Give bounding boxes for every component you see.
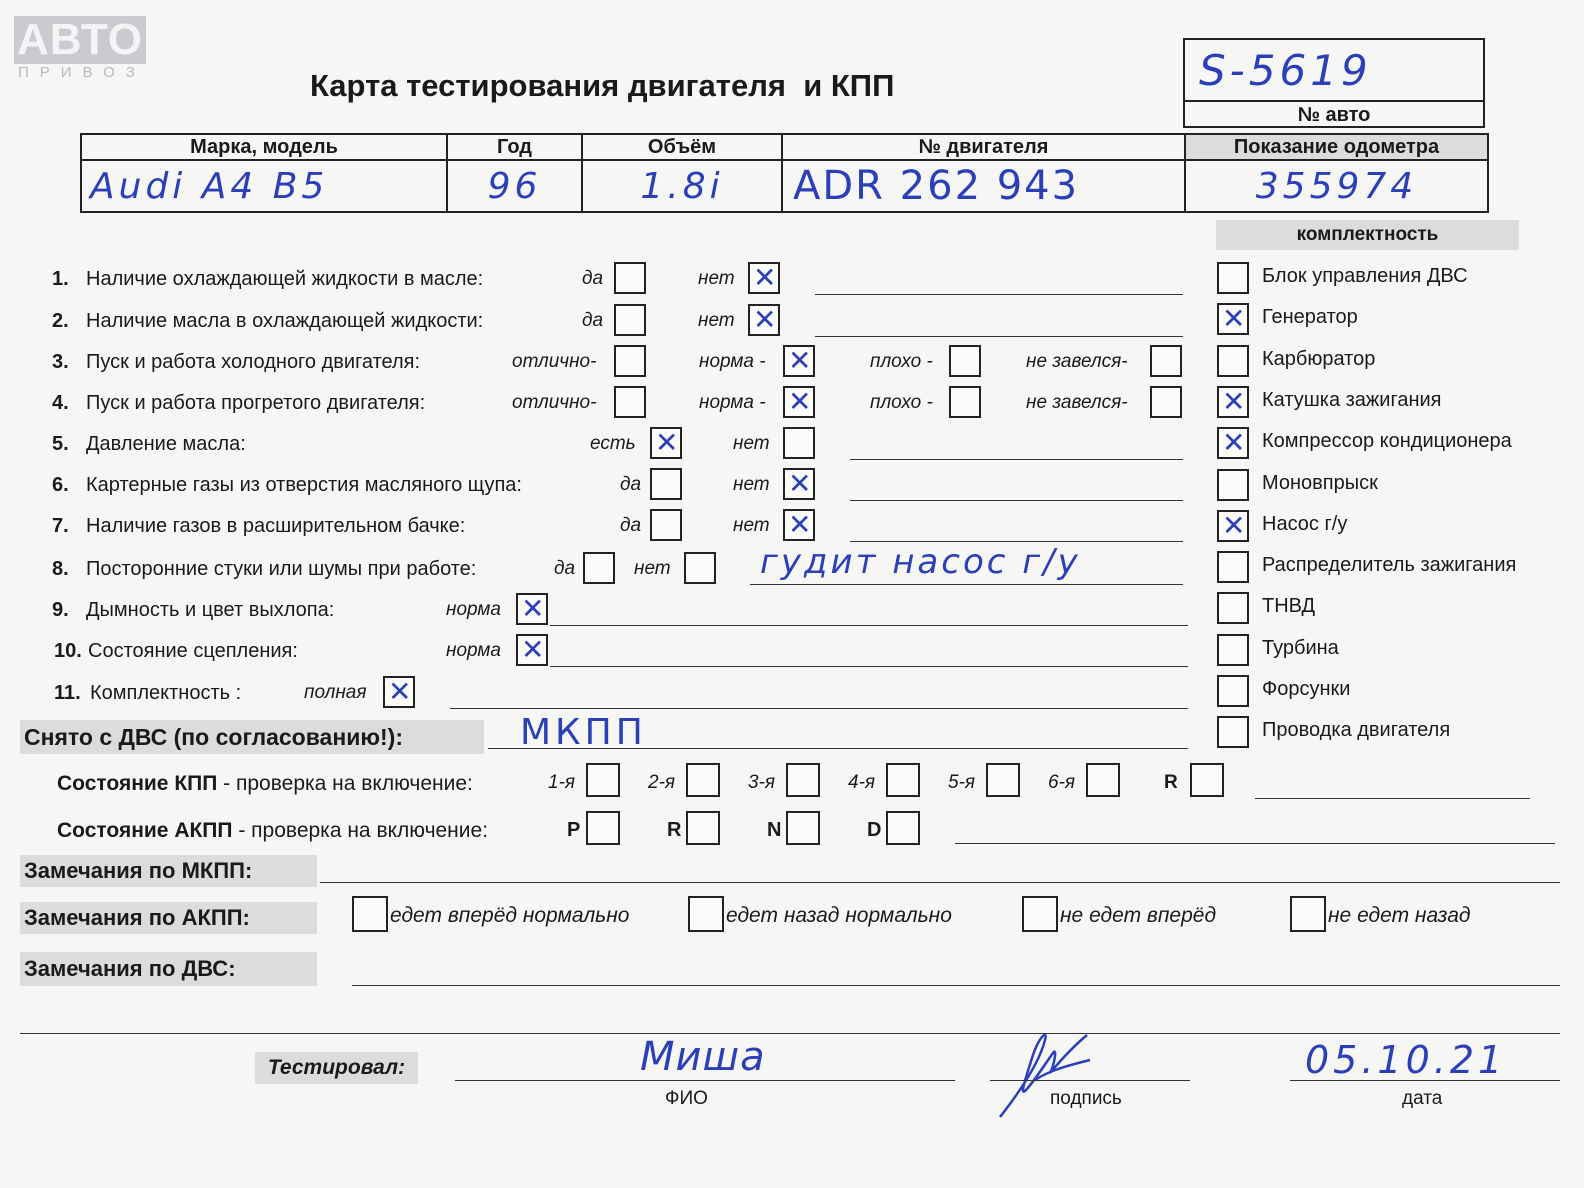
kit-checkbox[interactable] [1217, 427, 1249, 459]
item-option-checkbox[interactable] [783, 468, 815, 500]
akpp-gear-checkbox[interactable] [786, 811, 820, 845]
item-option-checkbox[interactable] [748, 262, 780, 294]
item-remark-line [850, 500, 1183, 501]
item-option-label: плохо - [870, 392, 933, 413]
item-option-label: не завелся- [1026, 351, 1128, 372]
fio-line [455, 1080, 955, 1081]
engine-no-value: ADR 262 943 [782, 160, 1185, 212]
akpp-gear-label: N [767, 819, 782, 841]
item-number: 10. [54, 640, 82, 662]
item-option-label: нет [733, 515, 770, 536]
odometer-value: 355974 [1185, 160, 1488, 212]
item-number: 9. [52, 599, 69, 621]
kit-item-label: Карбюратор [1262, 347, 1376, 370]
kit-checkbox[interactable] [1217, 634, 1249, 666]
akpp-gear-checkbox[interactable] [886, 811, 920, 845]
vehicle-info-table [80, 133, 1489, 213]
item-text: Комплектность : [90, 682, 242, 704]
item-option-checkbox[interactable] [949, 386, 981, 418]
akpp-remark-label: не едет вперёд [1060, 904, 1217, 927]
logo-subtitle: ПРИВОЗ [18, 64, 146, 81]
kpp-gear-checkbox[interactable] [886, 763, 920, 797]
kpp-line [1255, 798, 1530, 799]
remarks-mkpp-label: Замечания по МКПП: [20, 855, 317, 887]
item-option-label: норма - [699, 392, 766, 413]
item-option-label: да [582, 310, 604, 331]
akpp-line [955, 843, 1555, 844]
kit-item-label: Компрессор кондиционера [1262, 430, 1512, 453]
remarks-extra-line [20, 1033, 1560, 1034]
make-model-value: Audi A4 B5 [81, 160, 447, 212]
signature-image [995, 1025, 1095, 1125]
item-option-label: норма - [699, 351, 766, 372]
kit-item-label: Распределитель зажигания [1262, 554, 1517, 577]
kit-item-label: Генератор [1262, 306, 1358, 329]
kit-checkbox[interactable] [1217, 551, 1249, 583]
item-option-checkbox[interactable] [516, 634, 548, 666]
akpp-gear-label: D [867, 819, 882, 841]
item-remark-line [550, 666, 1188, 667]
item-text: Давление масла: [86, 433, 246, 455]
item-number: 4. [52, 392, 69, 414]
item-text: Наличие масла в охлаждающей жидкости: [86, 310, 484, 332]
kpp-gear-checkbox[interactable] [1190, 763, 1224, 797]
item-option-checkbox[interactable] [748, 304, 780, 336]
item-text: Состояние сцепления: [88, 640, 298, 662]
kpp-gear-checkbox[interactable] [786, 763, 820, 797]
item-text: Картерные газы из отверстия масляного щупа: [86, 474, 522, 496]
item-remark-line [550, 625, 1188, 626]
item-option-checkbox[interactable] [614, 262, 646, 294]
item-number: 11. [54, 682, 81, 704]
kit-item-label: Катушка зажигания [1262, 388, 1442, 411]
kpp-gear-checkbox[interactable] [586, 763, 620, 797]
item-option-checkbox[interactable] [783, 509, 815, 541]
item-option-checkbox[interactable] [783, 386, 815, 418]
item-option-label: отлично- [512, 392, 597, 413]
kit-checkbox[interactable] [1217, 345, 1249, 377]
item-option-label: да [620, 474, 642, 495]
item-text: Пуск и работа прогретого двигателя: [86, 392, 426, 414]
item-option-label: отлично- [512, 351, 597, 372]
item-option-checkbox[interactable] [650, 509, 682, 541]
col-engine-no: № двигателя [782, 134, 1185, 160]
kit-checkbox[interactable] [1217, 262, 1249, 294]
item-option-label: плохо - [870, 351, 933, 372]
item-option-label: нет [634, 558, 671, 579]
item-option-label: да [582, 268, 604, 289]
item-option-label: нет [698, 268, 735, 289]
item-text: Пуск и работа холодного двигателя: [86, 351, 421, 373]
kpp-gear-label: 3-я [748, 772, 776, 793]
remarks-akpp-label: Замечания по АКПП: [20, 902, 317, 934]
kit-item-label: Блок управления ДВС [1262, 265, 1468, 287]
date-line [1290, 1080, 1560, 1081]
kit-checkbox[interactable] [1217, 510, 1249, 542]
akpp-gear-checkbox[interactable] [686, 811, 720, 845]
item-option-checkbox[interactable] [614, 345, 646, 377]
remarks-mkpp-line [320, 882, 1560, 883]
item-option-label: нет [733, 474, 770, 495]
year-value: 96 [447, 160, 582, 212]
akpp-remark-label: не едет назад [1328, 904, 1471, 927]
kpp-gear-label: 2-я [648, 772, 676, 793]
akpp-remark-checkbox[interactable] [688, 896, 724, 932]
item-option-checkbox[interactable] [783, 427, 815, 459]
item-option-checkbox[interactable] [1150, 345, 1182, 377]
item-number: 5. [52, 433, 69, 455]
item-number: 6. [52, 474, 69, 496]
item-option-checkbox[interactable] [783, 345, 815, 377]
removed-label: Снято с ДВС (по согласованию!): [20, 720, 484, 754]
kit-item-label: Моновпрыск [1262, 471, 1378, 494]
date-label: дата [1402, 1088, 1443, 1109]
kpp-gear-checkbox[interactable] [1086, 763, 1120, 797]
item-remark-line [815, 336, 1183, 337]
item-option-checkbox[interactable] [516, 593, 548, 625]
akpp-remark-checkbox[interactable] [1022, 896, 1058, 932]
akpp-remark-checkbox[interactable] [352, 896, 388, 932]
kit-item-label: Турбина [1262, 636, 1339, 659]
item-option-label: нет [698, 310, 735, 331]
kit-title: комплектность [1216, 220, 1519, 250]
volume-value: 1.8i [582, 160, 782, 212]
item-option-label: норма [446, 640, 501, 661]
item-option-checkbox[interactable] [583, 552, 615, 584]
page-title: Карта тестирования двигателя и КПП [310, 68, 895, 103]
item-option-label: полная [304, 682, 367, 703]
kpp-gear-checkbox[interactable] [986, 763, 1020, 797]
kit-checkbox[interactable] [1217, 303, 1249, 335]
item-option-checkbox[interactable] [1150, 386, 1182, 418]
kit-checkbox[interactable] [1217, 675, 1249, 707]
tested-label: Тестировал: [255, 1052, 418, 1084]
removed-value: МКПП [520, 712, 647, 753]
item-option-label: нет [733, 433, 770, 454]
signature-label: подпись [1050, 1088, 1122, 1109]
item-option-checkbox[interactable] [650, 427, 682, 459]
item-option-label: да [554, 558, 576, 579]
kit-checkbox[interactable] [1217, 716, 1249, 748]
item-number: 7. [52, 515, 69, 537]
item-option-checkbox[interactable] [949, 345, 981, 377]
item-number: 3. [52, 351, 69, 373]
col-odometer: Показание одометра [1185, 134, 1488, 160]
logo: АВТО [14, 16, 146, 64]
col-year: Год [447, 134, 582, 160]
kpp-label: Состояние КПП - проверка на включение: [57, 772, 473, 795]
akpp-remark-label: едет назад нормально [726, 904, 952, 927]
item-option-checkbox[interactable] [383, 676, 415, 708]
kpp-gear-label: 5-я [948, 772, 976, 793]
tester-name: Миша [640, 1034, 766, 1080]
auto-number-box [1183, 38, 1485, 128]
item-number: 8. [52, 558, 69, 580]
item-remark-line [750, 584, 1183, 585]
kpp-gear-checkbox[interactable] [686, 763, 720, 797]
auto-number-label: № авто [1185, 100, 1483, 127]
col-make-model: Марка, модель [81, 134, 447, 160]
item-number: 1. [52, 268, 69, 290]
item-remark-line [450, 708, 1188, 709]
kit-item-label: Насос г/у [1262, 512, 1348, 535]
kpp-gear-label: 1-я [548, 772, 576, 793]
item-remark-line [850, 459, 1183, 460]
kit-item-label: Форсунки [1262, 678, 1351, 700]
item-text: Дымность и цвет выхлопа: [86, 599, 335, 621]
date-value: 05.10.21 [1305, 1038, 1507, 1082]
kpp-gear-label: R [1164, 772, 1178, 793]
item-remark-line [815, 294, 1183, 295]
item-note: гудит насос г/у [760, 542, 1081, 582]
item-option-checkbox[interactable] [650, 468, 682, 500]
kit-checkbox[interactable] [1217, 386, 1249, 418]
item-number: 2. [52, 310, 69, 332]
akpp-gear-label: P [567, 819, 581, 841]
item-option-label: есть [590, 433, 636, 454]
kpp-gear-label: 6-я [1048, 772, 1076, 793]
removed-line [488, 748, 1188, 749]
kit-checkbox[interactable] [1217, 469, 1249, 501]
item-option-checkbox[interactable] [684, 552, 716, 584]
fio-label: ФИО [665, 1088, 708, 1109]
remarks-dvs-label: Замечания по ДВС: [20, 952, 317, 986]
akpp-label: Состояние АКПП - проверка на включение: [57, 819, 489, 842]
item-text: Наличие газов в расширительном бачке: [86, 515, 466, 537]
item-option-label: норма [446, 599, 501, 620]
item-option-checkbox[interactable] [614, 386, 646, 418]
remarks-dvs-line [352, 985, 1560, 986]
akpp-gear-checkbox[interactable] [586, 811, 620, 845]
auto-number-value: S-5619 [1199, 46, 1372, 95]
kit-checkbox[interactable] [1217, 592, 1249, 624]
signature-line [990, 1080, 1190, 1081]
item-option-checkbox[interactable] [614, 304, 646, 336]
item-text: Наличие охлаждающей жидкости в масле: [86, 268, 484, 290]
kit-item-label: Проводка двигателя [1262, 719, 1451, 742]
akpp-gear-label: R [667, 819, 682, 841]
col-volume: Объём [582, 134, 782, 160]
item-option-label: не завелся- [1026, 392, 1128, 413]
akpp-remark-checkbox[interactable] [1290, 896, 1326, 932]
kpp-gear-label: 4-я [848, 772, 876, 793]
item-text: Посторонние стуки или шумы при работе: [86, 558, 477, 580]
akpp-remark-label: едет вперёд нормально [390, 904, 630, 927]
item-option-label: да [620, 515, 642, 536]
kit-item-label: ТНВД [1262, 595, 1316, 618]
